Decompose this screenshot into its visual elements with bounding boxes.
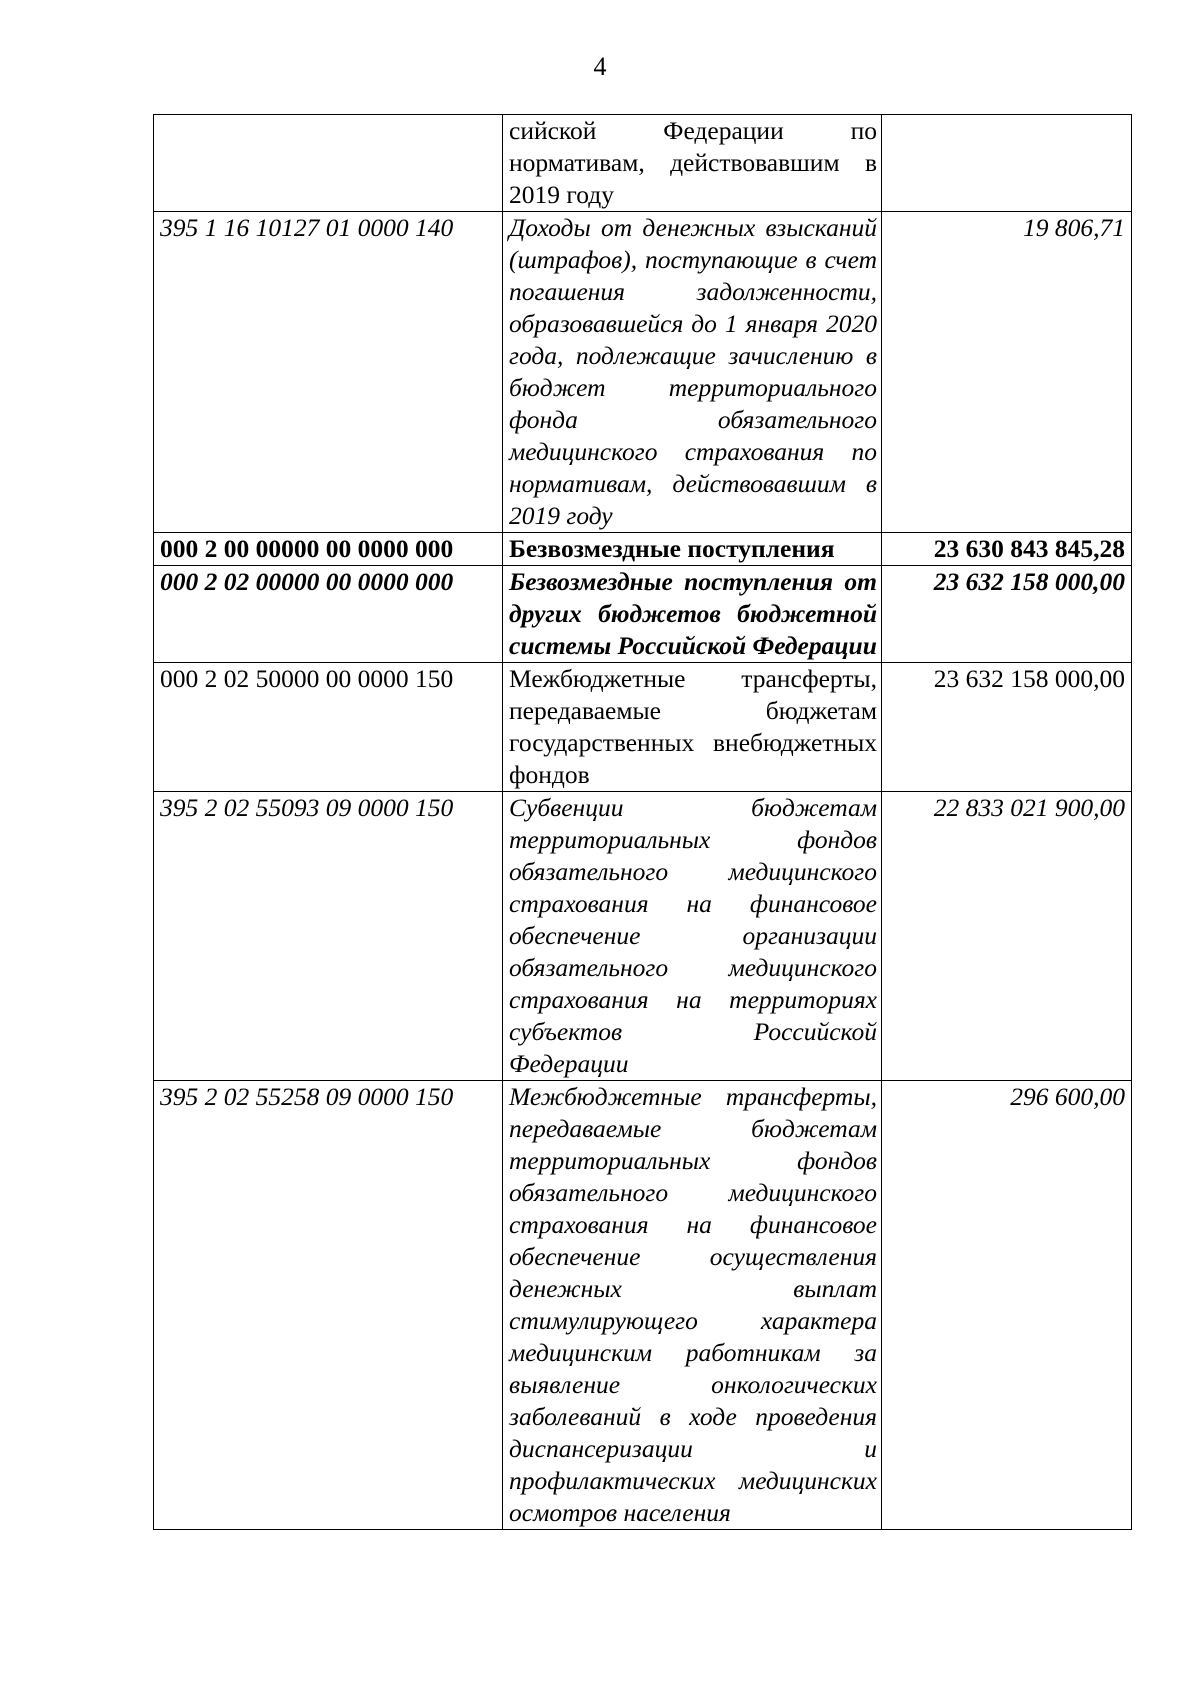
budget-code-cell: 395 1 16 10127 01 0000 140 xyxy=(154,212,503,533)
budget-code-cell: 000 2 02 50000 00 0000 150 xyxy=(154,663,503,792)
table-row xyxy=(154,566,1132,663)
revenue-name-cell: Субвенции бюджетам территориальных фондов обязательного медицинского страхования на финансовое обеспечение организации обязательного медицинского страхования на территориях субъектов Российской Федерации xyxy=(503,792,882,1081)
revenue-name-cell: Безвозмездные поступления xyxy=(503,533,882,566)
table-row xyxy=(154,533,1132,566)
amount-cell: 23 632 158 000,00 xyxy=(882,566,1132,663)
table-row xyxy=(154,663,1132,792)
revenue-name-cell: Межбюджетные трансферты, передаваемые бюджетам территориальных фондов обязательного медицинского страхования на финансовое обеспечение осуществления денежных выплат стимулирующего характера медицинским работникам за выявление онкологических заболеваний в ходе проведения диспансеризации и профилактических медицинских осмотров населения xyxy=(503,1081,882,1530)
table-row xyxy=(154,792,1132,1081)
amount-cell: 296 600,00 xyxy=(882,1081,1132,1530)
revenue-name-cell: Межбюджетные трансферты, передаваемые бюджетам государственных внебюджетных фондов xyxy=(503,663,882,792)
budget-code-cell xyxy=(154,115,503,212)
budget-code-cell: 000 2 00 00000 00 0000 000 xyxy=(154,533,503,566)
table-row xyxy=(154,1081,1132,1530)
revenue-name-cell: Безвозмездные поступления от других бюджетов бюджетной системы Российской Федерации xyxy=(503,566,882,663)
amount-cell: 23 630 843 845,28 xyxy=(882,533,1132,566)
amount-cell: 19 806,71 xyxy=(882,212,1132,533)
amount-cell: 23 632 158 000,00 xyxy=(882,663,1132,792)
revenue-name-cell: сийской Федерации по нормативам, действовавшим в 2019 году xyxy=(503,115,882,212)
page-number: 4 xyxy=(593,52,607,81)
table-row xyxy=(154,212,1132,533)
budget-code-cell: 395 2 02 55093 09 0000 150 xyxy=(154,792,503,1081)
amount-cell: 22 833 021 900,00 xyxy=(882,792,1132,1081)
amount-cell xyxy=(882,115,1132,212)
budget-code-cell: 000 2 02 00000 00 0000 000 xyxy=(154,566,503,663)
table-row xyxy=(154,115,1132,212)
budget-code-cell: 395 2 02 55258 09 0000 150 xyxy=(154,1081,503,1530)
revenue-table xyxy=(153,114,1132,1530)
revenue-name-cell: Доходы от денежных взысканий (штрафов), поступающие в счет погашения задолженности, образовавшейся до 1 января 2020 года, подлежащие зачислению в бюджет территориального фонда обязательного медицинского страхования по нормативам, действовавшим в 2019 году xyxy=(503,212,882,533)
